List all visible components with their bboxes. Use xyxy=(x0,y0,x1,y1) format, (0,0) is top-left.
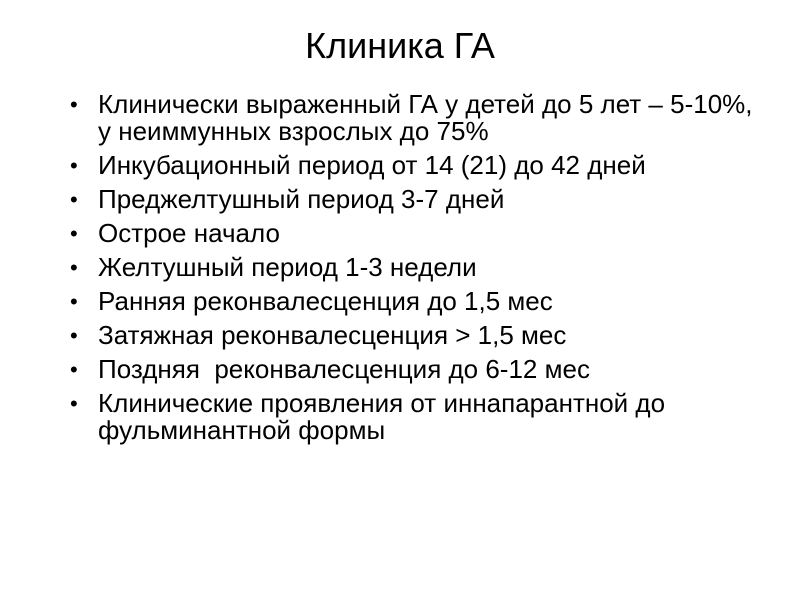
list-item-text: Клинические проявления от иннапарантной до фульминантной формы xyxy=(98,388,666,445)
bullet-list xyxy=(60,91,760,451)
bullet-icon: • xyxy=(70,323,78,348)
bullet-icon: • xyxy=(70,187,78,212)
bullet-icon: • xyxy=(70,92,78,117)
bullet-icon: • xyxy=(70,357,78,382)
list-item-text: Желтушный период 1-3 недели xyxy=(98,252,477,282)
list-item-text: Клинически выраженный ГА у детей до 5 лет – 5-10%, у неиммунных взрослых до 75% xyxy=(98,89,753,146)
list-item xyxy=(60,152,760,179)
list-item xyxy=(60,254,760,281)
bullet-icon: • xyxy=(70,153,78,178)
bullet-icon: • xyxy=(70,289,78,314)
bullet-icon: • xyxy=(70,221,78,246)
slide-title: Клиника ГА xyxy=(305,25,495,66)
list-item xyxy=(60,390,760,444)
list-item xyxy=(60,288,760,315)
list-item xyxy=(60,356,760,383)
list-item-text: Острое начало xyxy=(98,218,280,248)
list-item-text: Ранняя реконвалесценция до 1,5 мес xyxy=(98,286,553,316)
list-item-text: Затяжная реконвалесценция > 1,5 мес xyxy=(98,320,567,350)
bullet-icon: • xyxy=(70,255,78,280)
list-item-text: Инкубационный период от 14 (21) до 42 дней xyxy=(98,150,646,180)
list-item xyxy=(60,322,760,349)
list-item xyxy=(60,91,760,145)
list-item-text: Поздняя реконвалесценция до 6-12 мес xyxy=(98,354,590,384)
list-item xyxy=(60,220,760,247)
list-item-text: Преджелтушный период 3-7 дней xyxy=(98,184,505,214)
bullet-icon: • xyxy=(70,391,78,416)
list-item xyxy=(60,186,760,213)
